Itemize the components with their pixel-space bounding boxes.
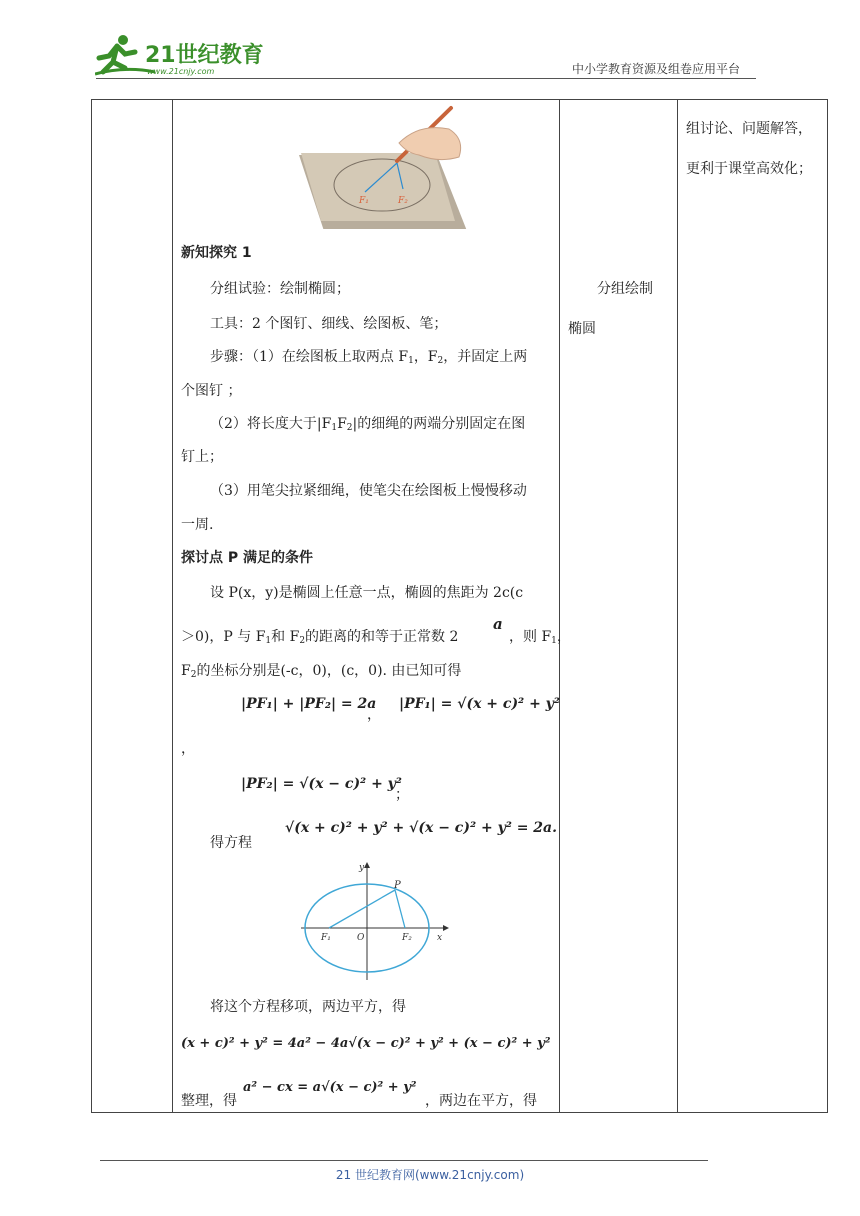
table-cell-col2 xyxy=(173,100,571,1113)
text-line: 将这个方程移项，两边平方，得 xyxy=(210,999,406,1015)
equation-4: √(x + c)² + y² + √(x − c)² + y² = 2a. xyxy=(285,820,557,836)
purpose-text: 更利于课堂高效化； xyxy=(686,161,812,177)
activity-text: 分组绘制 xyxy=(597,281,653,297)
svg-text:x: x xyxy=(437,933,443,943)
text-line: （3）用笔尖拉紧细绳，使笔尖在绘图板上慢慢移动 xyxy=(210,483,527,499)
section-title-1: 新知探究 1 xyxy=(181,245,252,261)
logo-url: www.21cnjy.com xyxy=(147,67,215,76)
text-line: 钉上； xyxy=(181,449,223,465)
punct: ， xyxy=(367,707,381,723)
ellipse-diagram xyxy=(301,862,451,984)
text-line: 步骤：（1）在绘图板上取两点 $F_1$，$F_2$，并固定上两 xyxy=(210,349,528,366)
text-line: $F_2$的坐标分别是(-c，0)，(c，0). 由已知可得 xyxy=(181,663,462,680)
svg-text:O: O xyxy=(357,933,365,943)
svg-text:F₁: F₁ xyxy=(321,933,331,943)
lesson-table xyxy=(91,99,828,1113)
platform-title: 中小学教育资源及组卷应用平台 xyxy=(572,62,741,76)
text-line: 设 P(x，y)是椭圆上任意一点，椭圆的焦距为 2c(c xyxy=(210,585,524,601)
text-line: ，两边在平方，得 xyxy=(425,1093,537,1109)
svg-text:P: P xyxy=(394,880,401,891)
drawing-board-photo xyxy=(299,103,467,229)
text-line: 一周. xyxy=(181,517,214,533)
text-line: 分组试验：绘制椭圆； xyxy=(210,281,350,297)
punct: ； xyxy=(395,787,409,803)
svg-text:y: y xyxy=(359,863,365,873)
table-cell-col3 xyxy=(560,100,678,1113)
punct: ， xyxy=(181,741,195,757)
text-line: 个图钉 ； xyxy=(181,383,242,399)
header-logo xyxy=(95,32,265,78)
purpose-text: 组讨论、问题解答， xyxy=(686,121,812,137)
text-line: ＞0)，P 与 $F_1$和 $F_2$的距离的和等于正常数 2 xyxy=(181,629,459,646)
text-line: 得方程 xyxy=(210,835,252,851)
footer-rule xyxy=(100,1160,708,1161)
header-rule xyxy=(96,78,756,79)
equation-3: |PF₂| = √(x − c)² + y² xyxy=(241,776,402,792)
svg-text:F₁: F₁ xyxy=(359,196,369,206)
equation-1: |PF₁| + |PF₂| = 2a xyxy=(241,696,377,712)
equation-5: (x + c)² + y² = 4a² − 4a√(x − c)² + y² + (x − c)² + y² xyxy=(181,1036,551,1051)
section-title-2: 探讨点 P 满足的条件 xyxy=(181,550,314,566)
text-line: （2）将长度大于$|F_1F_2|$的细绳的两端分别固定在图 xyxy=(210,416,526,433)
math-var-a: a xyxy=(493,615,503,633)
equation-2: |PF₁| = √(x + c)² + y² xyxy=(399,696,560,712)
text-line: 工具：2 个图钉、细线、绘图板、笔； xyxy=(210,316,448,332)
equation-6: a² − cx = a√(x − c)² + y² xyxy=(243,1080,417,1095)
text-line: 整理，得 xyxy=(181,1093,237,1109)
activity-text: 椭圆 xyxy=(568,321,596,337)
text-line: ，则 $F_1$， xyxy=(509,629,571,646)
logo-text: 21世纪教育 xyxy=(145,43,264,68)
footer-text: 21 世纪教育网(www.21cnjy.com) xyxy=(335,1168,525,1182)
svg-text:F₂: F₂ xyxy=(398,196,408,206)
table-cell-col4 xyxy=(678,100,828,1113)
svg-text:F₂: F₂ xyxy=(402,933,412,943)
table-cell-col1 xyxy=(92,100,173,1113)
